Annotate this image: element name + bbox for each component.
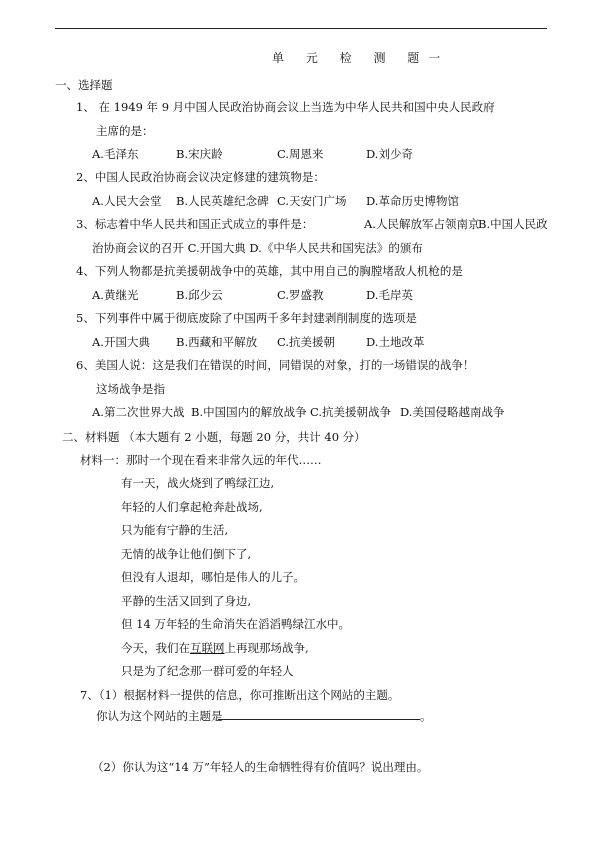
poem-line: 无情的战争让他们倒下了, <box>121 547 252 561</box>
q6-stem: 6、美国人说：这是我们在错误的时间，同错误的对象，打的一场错误的战争！ <box>76 358 475 372</box>
page-title: 单 元 检 测 题一 <box>272 51 450 65</box>
q1-option-a: A.毛泽东 <box>92 147 139 161</box>
poem-line: 只为能有宁静的生活, <box>121 523 229 537</box>
q1-option-c: C.周恩来 <box>277 147 324 161</box>
q3-option-b-start: B.中国人民政 <box>478 217 548 231</box>
q6-option-c: C.抗美援朝战争 <box>310 405 392 419</box>
q3-option-a: A.人民解放军占领南京 <box>364 217 480 231</box>
q7-part2: （2）你认为这“14 万”年轻人的生命牺牲得有价值吗？说出理由。 <box>92 760 429 774</box>
q4-option-c: C.罗盛教 <box>277 288 324 302</box>
poem-line-post: 上再现那场战争, <box>224 641 309 655</box>
q3-options-line2: 治协商会议的召开 C.开国大典 D.《中华人民共和国宪法》的颁布 <box>92 241 423 255</box>
q7-part1: 7、（1）根据材料一提供的信息，你可推断出这个网站的主题。 <box>80 688 400 702</box>
answer-blank-line[interactable] <box>218 719 420 720</box>
poem-line: 平静的生活又回到了身边, <box>121 594 252 608</box>
q1-stem-cont: 主席的是： <box>96 124 154 138</box>
q5-option-d: D.土地改革 <box>366 335 425 349</box>
q5-option-a: A.开国大典 <box>92 335 150 349</box>
poem-line: 只是为了纪念那一群可爱的年轻人 <box>121 664 294 678</box>
q3-stem: 3、标志着中华人民共和国正式成立的事件是： <box>76 217 314 231</box>
q4-option-b: B.邱少云 <box>176 288 223 302</box>
q6-option-b: B.中国国内的解放战争 <box>191 405 307 419</box>
q2-option-d: D.革命历史博物馆 <box>366 194 459 208</box>
internet-underlined: 互联网 <box>190 641 225 655</box>
section-material-heading: 二、材料题 （本大题有 2 小题，每题 20 分，共计 40 分） <box>62 430 366 444</box>
q6-stem-cont: 这场战争是指 <box>96 382 165 396</box>
q5-option-b: B.西藏和平解放 <box>176 335 258 349</box>
poem-line-pre: 今天，我们在 <box>121 641 190 655</box>
q1-stem: 1、 在 1949 年 9 月中国人民政治协商会议上当选为中华人民共和国中央人民政府 <box>76 100 495 114</box>
q4-option-d: D.毛岸英 <box>366 288 413 302</box>
q1-option-d: D.刘少奇 <box>366 147 413 161</box>
q5-option-c: C.抗美援朝 <box>277 335 336 349</box>
q7-part1-answer-label: 你认为这个网站的主题是 <box>96 709 223 723</box>
poem-line-internet <box>121 641 309 655</box>
q6-option-d: D.美国侵略越南战争 <box>400 405 505 419</box>
q2-option-a: A.人民大会堂 <box>92 194 162 208</box>
poem-line: 但 14 万年轻的生命消失在滔滔鸭绿江水中。 <box>121 617 350 631</box>
section-choice-heading: 一、选择题 <box>55 78 113 92</box>
q2-option-b: B.人民英雄纪念碑 <box>176 194 269 208</box>
material-intro: 材料一：那时一个现在看来非常久远的年代…… <box>80 453 322 467</box>
q1-option-b: B.宋庆龄 <box>176 147 223 161</box>
q4-option-a: A.黄继光 <box>92 288 139 302</box>
q6-option-a: A.第二次世界大战 <box>92 405 185 419</box>
poem-line: 有一天，战火烧到了鸭绿江边, <box>121 476 275 490</box>
header-rule <box>55 28 547 29</box>
poem-line: 但没有人退却，哪怕是伟人的儿子。 <box>121 570 305 584</box>
q7-part1-end: 。 <box>420 709 432 723</box>
q4-stem: 4、下列人物都是抗美援朝战争中的英雄，其中用自己的胸膛堵敌人机枪的是 <box>76 264 463 278</box>
q2-option-c: C.天安门广场 <box>277 194 347 208</box>
q2-stem: 2、中国人民政治协商会议决定修建的建筑物是： <box>76 170 325 184</box>
q5-stem: 5、下列事件中属于彻底废除了中国两千多年封建剥削制度的选项是 <box>76 311 417 325</box>
poem-line: 年轻的人们拿起枪奔赴战场, <box>121 500 263 514</box>
